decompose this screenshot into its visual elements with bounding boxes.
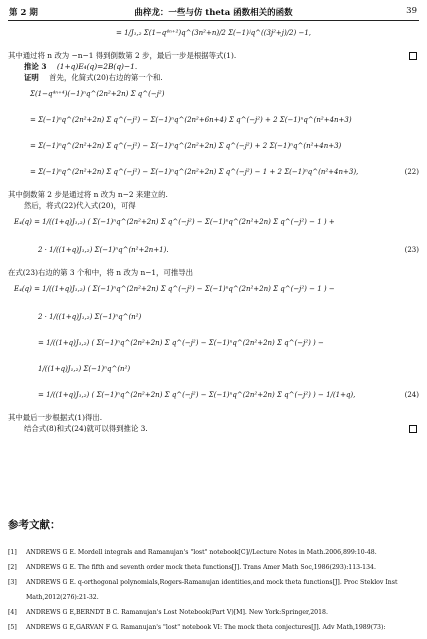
equation-24-line4: 1/((1+q)J₁,₂) Σ(−1)ⁿq^(n²) [38,365,131,373]
equation-number-22: (22) [404,168,419,176]
reference-text: ANDREWS G E. The fifth and seventh order mock theta functions[J]. Trans Amer Math Soc,1986(293):113-134. [25,564,376,571]
reference-text: ANDREWS G E. Mordell integrals and Ramanujan's "lost" notebook[C]//Lecture Notes in Math.2006,899:10-48. [25,549,377,556]
reference-item [8,620,419,635]
paragraph-in23: 在式(23)右边的第 3 个和中，将 n 改为 n−1，可推导出 [8,268,194,277]
paragraph-note1 [8,50,419,61]
reference-item [8,560,419,575]
corollary-statement: (1+q)E₄(q)=2B(q)−1. [56,62,138,71]
equation-number-24: (24) [404,391,419,399]
header-rule [8,20,419,21]
corollary-label: 推论 3 [24,62,47,71]
equation-24-line5-text: = 1/((1+q)J₁,₂) ( Σ(−1)ⁿq^(2n²+2n) Σ q^(−j²) − Σ(−1)ⁿq^(2n²+2n) Σ q^(−j²) ) − 1/(1+q), [38,391,356,399]
reference-text: ANDREWS G E,BERNDT B C. Ramanujan's Lost Notebook(Part V)[M]. New York:Springer,2018. [25,609,328,616]
final-text: 结合式(8)和式(24)就可以得到推论 3. [24,424,148,433]
equation-22-line1: Σ(1−q⁴ⁿ⁺⁴)(−1)ⁿq^(2n²+2n) Σ q^(−j²) [30,90,165,98]
equation-23-line2-text: 2 · 1/((1+q)J₁,₂) Σ(−1)ⁿq^(n²+2n+1). [38,246,169,254]
reference-text: ANDREWS G E,GARVAN F G. Ramanujan's "lost" notebook VI: The mock theta conjectures[J]. Adv Math,1989(73): [25,624,386,631]
equation-number-23: (23) [404,246,419,254]
references-heading: 参考文献： [8,519,61,531]
references-list [8,545,419,635]
paper-body [8,24,419,434]
reference-item [8,605,419,620]
equation-23-line1: E₄(q) = 1/((1+q)J₁,₂) ( Σ(−1)ⁿq^(2n²+2n) Σ q^(−j²) − Σ(−1)ⁿq^(2n²+2n) Σ q^(−j²) − 1 ) + [14,218,335,226]
equation-22-line4-text: = Σ(−1)ⁿq^(2n²+2n) Σ q^(−j²) − Σ(−1)ⁿq^(2n²+2n) Σ q^(−j²) − 1 + 2 Σ(−1)ⁿq^(n²+4n+3), [30,168,359,176]
header-issue: 第 2 期 [9,8,38,18]
corollary [8,61,419,72]
equation-24-line5 [8,386,419,412]
reference-number: [5] [8,624,17,631]
proof-label: 证明 [24,73,39,82]
reference-number: [4] [8,609,17,616]
equation-24-line1: E₄(q) = 1/((1+q)J₁,₂) ( Σ(−1)ⁿq^(2n²+2n) Σ q^(−j²) − Σ(−1)ⁿq^(2n²+2n) Σ q^(−j²) − 1 ) − [14,285,335,293]
proof-text: 首先，化简式(20)右边的第一个和. [49,73,163,82]
note1-text: 其中通过将 n 改为 −n−1 得到倒数第 2 步，最后一步是根据等式(1). [8,51,237,60]
reference-item [8,545,419,560]
equation-22-line3: = Σ(−1)ⁿq^(2n²+2n) Σ q^(−j²) − Σ(−1)ⁿq^(2n²+2n) Σ q^(−j²) + 2 Σ(−1)ⁿq^(n²+4n+3) [30,142,342,150]
reference-item-continuation [8,590,419,605]
proof-intro [8,72,419,83]
header-page-number: 39 [406,6,417,16]
equation-24-line3: = 1/((1+q)J₁,₂) ( Σ(−1)ⁿq^(2n²+2n) Σ q^(−j²) − Σ(−1)ⁿq^(2n²+2n) Σ q^(−j²) ) − [38,339,324,347]
reference-number: [3] [8,579,17,586]
equation-22-line4 [8,163,419,189]
equation-top: = 1/J₁,₂ Σ(1−q⁴ⁿ⁺²)q^(3n²+n)/2 Σ(−1)ʲq^((3j²+j)/2) −1, [116,29,312,37]
header-title: 曲梓龙：一些与仿 theta 函数相关的函数 [134,8,293,18]
reference-number: [2] [8,564,17,571]
equation-22-line2: = Σ(−1)ⁿq^(2n²+2n) Σ q^(−j²) − Σ(−1)ⁿq^(2n²+6n+4) Σ q^(−j²) + 2 Σ(−1)ⁿq^(n²+4n+3) [30,116,352,124]
reference-text: ANDREWS G E. q-orthogonal polynomials,Rogers-Ramanujan identities,and mock theta functions[J]. Proc Steklov Inst [25,579,398,586]
reference-item [8,575,419,590]
equation-23-line2 [8,241,419,267]
qed-box [409,425,417,433]
reference-text: Math,2012(276):21-32. [25,594,99,601]
paragraph-final [8,423,419,434]
equation-24-line2: 2 · 1/((1+q)J₁,₂) Σ(−1)ⁿq^(n²) [38,313,142,321]
paragraph-note2: 其中倒数第 2 步是通过将 n 改为 n−2 来建立的. [8,190,168,199]
paragraph-then: 然后，将式(22)代入式(20)，可得 [24,201,136,210]
paragraph-note3: 其中最后一步根据式(1)得出. [8,413,103,422]
qed-box [409,52,417,60]
reference-number: [1] [8,549,17,556]
